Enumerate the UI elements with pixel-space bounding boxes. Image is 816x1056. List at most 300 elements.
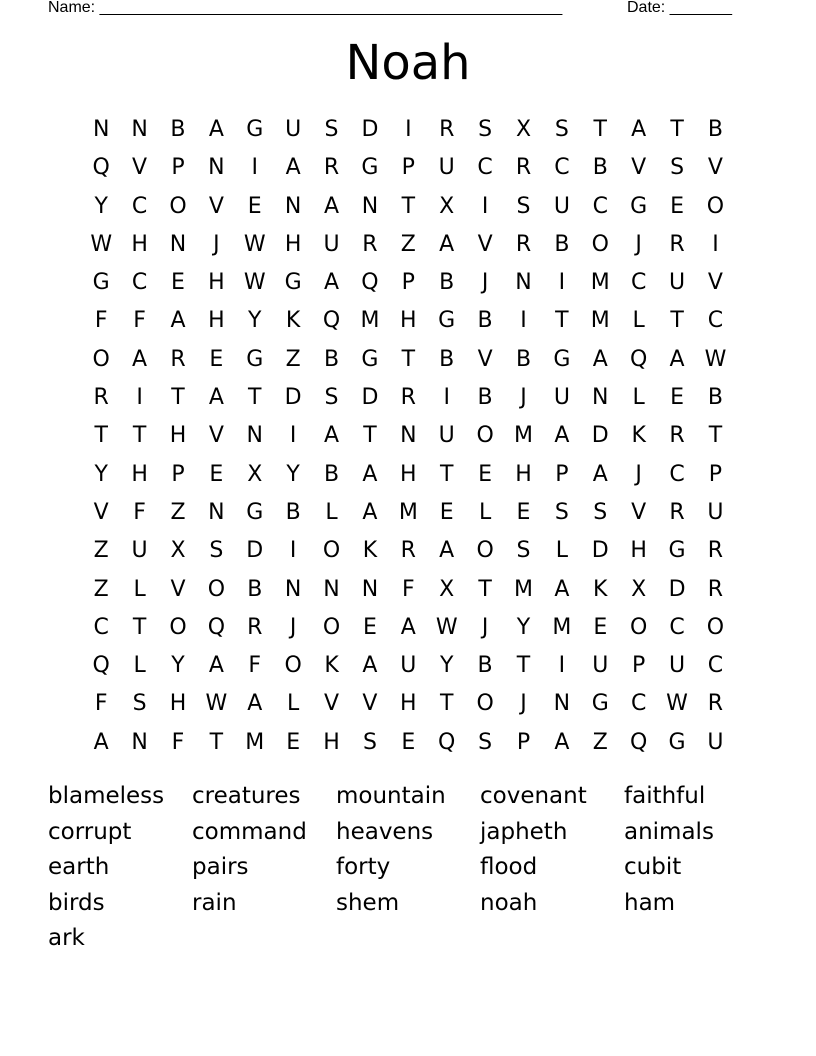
grid-letter: T — [555, 308, 569, 334]
grid-letter: T — [132, 614, 147, 640]
grid-letter: P — [401, 155, 415, 181]
grid-letter: A — [132, 346, 148, 372]
grid-letter: O — [322, 614, 341, 640]
word-list-item: noah — [480, 889, 538, 916]
grid-letter: O — [476, 423, 494, 449]
letter-grid — [82, 112, 735, 763]
grid-letter: F — [94, 691, 108, 717]
grid-letter: N — [515, 270, 532, 296]
grid-letter: I — [481, 193, 489, 219]
grid-letter: O — [322, 538, 341, 564]
grid-letter: H — [630, 538, 647, 564]
grid-letter: Y — [171, 653, 185, 679]
grid-letter: I — [289, 538, 297, 564]
grid-letter: H — [169, 691, 187, 717]
grid-letter: Q — [92, 653, 110, 679]
grid-letter: P — [632, 653, 646, 679]
grid-letter: F — [248, 653, 262, 679]
grid-letter: M — [514, 576, 533, 602]
grid-letter: H — [284, 231, 302, 257]
grid-letter: Q — [630, 346, 648, 372]
grid-letter: B — [477, 653, 493, 679]
grid-letter: W — [243, 231, 266, 257]
grid-letter: J — [213, 231, 220, 257]
grid-letter: O — [630, 614, 648, 640]
grid-letter: P — [171, 155, 185, 181]
grid-letter: X — [515, 117, 532, 142]
grid-letter: H — [169, 423, 187, 449]
grid-letter: Z — [400, 231, 416, 257]
grid-letter: K — [593, 576, 608, 602]
word-list-item: animals — [624, 818, 714, 845]
word-list-item: earth — [48, 854, 110, 881]
grid-letter: A — [400, 614, 416, 640]
grid-letter: G — [361, 155, 379, 181]
grid-letter: A — [170, 308, 186, 334]
grid-letter: M — [514, 423, 533, 449]
grid-letter: H — [400, 308, 417, 334]
grid-letter: D — [668, 576, 686, 602]
grid-letter: R — [707, 691, 724, 717]
grid-letter: O — [706, 193, 725, 219]
grid-letter: L — [632, 385, 645, 411]
grid-letter: P — [516, 729, 531, 755]
grid-letter: X — [170, 538, 186, 564]
grid-letter: T — [439, 691, 454, 717]
grid-letter: Q — [630, 729, 648, 755]
grid-letter: H — [400, 461, 417, 487]
word-list-item: creatures — [192, 783, 301, 809]
grid-letter: A — [592, 461, 608, 487]
grid-letter: O — [591, 231, 609, 257]
grid-letter: I — [712, 231, 719, 257]
word-list — [48, 779, 768, 957]
grid-letter: A — [631, 117, 647, 142]
grid-letter: I — [558, 653, 566, 679]
grid-letter: Y — [516, 614, 531, 640]
grid-letter: B — [170, 117, 186, 142]
grid-letter: E — [209, 346, 224, 372]
grid-letter: S — [554, 499, 569, 525]
grid-letter: H — [131, 461, 148, 487]
grid-letter: A — [208, 653, 224, 679]
grid-letter: H — [323, 729, 340, 755]
grid-letter: S — [132, 691, 147, 717]
grid-letter: B — [247, 576, 263, 602]
grid-letter: N — [169, 231, 187, 257]
grid-letter: S — [478, 729, 493, 755]
grid-letter: W — [243, 270, 266, 296]
grid-letter: U — [592, 653, 609, 679]
word-list-item: ark — [48, 925, 85, 952]
grid-letter: A — [324, 270, 340, 296]
grid-letter: Q — [322, 308, 341, 334]
grid-letter: L — [555, 538, 569, 564]
grid-letter: O — [706, 614, 725, 640]
grid-letter: C — [669, 461, 685, 487]
grid-letter: H — [131, 231, 148, 257]
grid-letter: A — [439, 538, 455, 564]
grid-letter: T — [94, 423, 108, 449]
grid-letter: L — [133, 653, 146, 679]
grid-letter: N — [553, 691, 571, 717]
grid-letter: K — [324, 653, 339, 679]
grid-letter: T — [439, 461, 454, 487]
grid-letter: W — [90, 231, 113, 257]
grid-letter: N — [246, 423, 263, 449]
word-list-item: forty — [336, 854, 391, 881]
grid-letter: U — [553, 193, 570, 219]
grid-letter: D — [284, 385, 302, 411]
grid-letter: T — [401, 193, 416, 219]
grid-letter: C — [554, 155, 570, 181]
grid-letter: W — [704, 346, 727, 372]
grid-letter: Z — [285, 346, 301, 372]
grid-letter: W — [666, 691, 688, 717]
grid-letter: E — [362, 614, 377, 640]
grid-letter: L — [478, 499, 492, 525]
word-list-item: pairs — [192, 854, 249, 881]
grid-letter: R — [400, 385, 416, 411]
grid-letter: A — [285, 155, 301, 181]
grid-letter: K — [362, 538, 378, 564]
grid-letter: M — [590, 270, 610, 296]
grid-letter: I — [251, 155, 258, 181]
grid-letter: F — [133, 308, 146, 334]
grid-letter: C — [477, 155, 493, 181]
grid-letter: N — [592, 385, 609, 411]
word-list-item: japheth — [480, 818, 568, 845]
grid-letter: Y — [248, 308, 262, 334]
grid-letter: X — [247, 461, 263, 487]
word-list-item: command — [192, 818, 307, 845]
grid-letter: Q — [361, 270, 379, 296]
grid-letter: U — [707, 499, 724, 525]
grid-letter: S — [362, 729, 377, 755]
grid-letter: B — [323, 346, 340, 372]
grid-letter: S — [324, 385, 339, 411]
grid-letter: V — [132, 155, 148, 181]
grid-letter: S — [593, 499, 608, 525]
word-list-item: covenant — [480, 783, 587, 809]
grid-letter: A — [554, 423, 570, 449]
grid-letter: A — [362, 653, 378, 679]
grid-letter: N — [92, 117, 110, 142]
grid-letter: P — [708, 461, 723, 487]
grid-letter: H — [208, 308, 225, 334]
grid-letter: J — [635, 461, 642, 487]
grid-letter: D — [361, 117, 379, 142]
grid-letter: D — [246, 538, 264, 564]
grid-letter: O — [476, 538, 494, 564]
grid-letter: A — [208, 117, 224, 142]
grid-letter: K — [631, 423, 646, 449]
grid-letter: O — [169, 614, 187, 640]
page-title: Noah — [345, 35, 471, 91]
grid-letter: Y — [286, 461, 300, 487]
word-list-item: blameless — [48, 783, 165, 809]
grid-letter: U — [707, 729, 724, 755]
grid-letter: N — [208, 155, 225, 181]
grid-letter: O — [169, 193, 187, 219]
grid-letter: B — [707, 385, 723, 411]
grid-letter: T — [670, 308, 684, 334]
grid-letter: Y — [94, 193, 108, 219]
grid-letter: V — [208, 193, 224, 219]
word-list-item: heavens — [336, 818, 434, 845]
grid-letter: R — [439, 117, 455, 142]
grid-letter: T — [516, 653, 531, 679]
grid-letter: E — [670, 193, 684, 219]
grid-letter: F — [94, 308, 108, 334]
grid-letter: N — [208, 499, 225, 525]
word-list-item: rain — [192, 889, 237, 916]
grid-letter: M — [590, 308, 610, 334]
grid-letter: B — [477, 385, 493, 411]
worksheet-header — [48, 0, 748, 18]
grid-letter: T — [209, 729, 224, 755]
grid-letter: J — [481, 614, 489, 640]
grid-letter: N — [131, 729, 148, 755]
grid-letter: M — [398, 499, 418, 525]
grid-letter: T — [593, 117, 607, 142]
grid-letter: R — [323, 155, 340, 181]
grid-letter: U — [400, 653, 417, 679]
grid-letter: C — [630, 270, 647, 296]
grid-letter: V — [208, 423, 224, 449]
grid-letter: T — [670, 117, 684, 142]
grid-letter: V — [170, 576, 186, 602]
grid-letter: R — [400, 538, 416, 564]
grid-letter: E — [670, 385, 684, 411]
grid-letter: X — [439, 193, 455, 219]
grid-letter: J — [520, 385, 527, 411]
grid-letter: D — [361, 385, 379, 411]
grid-letter: G — [553, 346, 571, 372]
grid-letter: J — [289, 614, 297, 640]
grid-letter: N — [323, 576, 340, 602]
grid-letter: U — [553, 385, 570, 411]
grid-letter: O — [284, 653, 302, 679]
grid-letter: I — [405, 117, 412, 142]
grid-letter: C — [131, 193, 148, 219]
grid-letter: A — [247, 691, 263, 717]
grid-letter: G — [284, 270, 302, 296]
grid-letter: B — [285, 499, 301, 525]
grid-letter: W — [205, 691, 228, 717]
grid-letter: I — [520, 308, 527, 334]
grid-letter: C — [592, 193, 608, 219]
grid-letter: R — [247, 614, 263, 640]
word-list-item: faithful — [624, 783, 706, 809]
grid-letter: G — [630, 193, 648, 219]
word-list-item: mountain — [336, 783, 446, 809]
grid-letter: G — [246, 499, 264, 525]
grid-letter: E — [516, 499, 531, 525]
grid-letter: A — [592, 346, 608, 372]
date-field-line: Date: _______ — [627, 0, 732, 16]
grid-letter: R — [707, 538, 724, 564]
grid-letter: X — [631, 576, 647, 602]
grid-letter: N — [131, 117, 148, 142]
grid-letter: Q — [438, 729, 456, 755]
grid-letter: F — [133, 499, 146, 525]
grid-letter: E — [439, 499, 454, 525]
grid-letter: R — [669, 423, 685, 449]
grid-letter: S — [516, 538, 531, 564]
grid-letter: N — [361, 576, 379, 602]
grid-letter: P — [555, 461, 569, 487]
grid-letter: E — [247, 193, 262, 219]
grid-letter: S — [516, 193, 531, 219]
grid-letter: R — [93, 385, 109, 411]
grid-letter: N — [284, 576, 302, 602]
grid-letter: R — [707, 576, 724, 602]
grid-letter: I — [443, 385, 450, 411]
grid-letter: F — [401, 576, 415, 602]
grid-letter: V — [477, 346, 493, 372]
grid-letter: A — [324, 193, 340, 219]
grid-letter: L — [133, 576, 146, 602]
grid-letter: R — [362, 231, 378, 257]
grid-letter: C — [669, 614, 685, 640]
grid-letter: J — [481, 270, 489, 296]
grid-letter: A — [324, 423, 340, 449]
grid-letter: O — [476, 691, 494, 717]
grid-letter: T — [708, 423, 723, 449]
grid-letter: V — [93, 499, 109, 525]
grid-letter: I — [558, 270, 566, 296]
grid-letter: A — [93, 729, 109, 755]
grid-letter: L — [325, 499, 338, 525]
grid-letter: Z — [592, 729, 608, 755]
grid-letter: N — [400, 423, 417, 449]
grid-letter: U — [131, 538, 148, 564]
grid-letter: V — [477, 231, 493, 257]
grid-letter: G — [438, 308, 456, 334]
grid-letter: E — [593, 614, 608, 640]
grid-letter: J — [635, 231, 642, 257]
grid-letter: U — [669, 270, 686, 296]
grid-letter: T — [401, 346, 416, 372]
grid-letter: P — [401, 270, 415, 296]
grid-letter: G — [246, 117, 264, 142]
grid-letter: L — [632, 308, 645, 334]
grid-letter: B — [477, 308, 493, 334]
grid-letter: C — [131, 270, 148, 296]
grid-letter: G — [668, 538, 686, 564]
grid-letter: V — [362, 691, 378, 717]
grid-letter: H — [515, 461, 532, 487]
grid-letter: N — [284, 193, 302, 219]
grid-letter: C — [93, 614, 109, 640]
grid-letter: S — [209, 538, 224, 564]
grid-letter: H — [208, 270, 225, 296]
grid-letter: S — [324, 117, 339, 142]
grid-letter: Q — [92, 155, 110, 181]
grid-letter: C — [630, 691, 647, 717]
grid-letter: H — [400, 691, 417, 717]
grid-letter: Z — [93, 576, 109, 602]
grid-letter: Q — [207, 614, 226, 640]
grid-letter: T — [363, 423, 377, 449]
grid-letter: G — [246, 346, 264, 372]
grid-letter: U — [438, 155, 455, 181]
grid-letter: W — [435, 614, 458, 640]
grid-letter: D — [591, 538, 609, 564]
grid-letter: U — [323, 231, 340, 257]
word-list-item: ham — [624, 889, 676, 916]
grid-letter: S — [554, 117, 569, 142]
word-list-item: corrupt — [48, 818, 132, 845]
grid-letter: O — [92, 346, 110, 372]
grid-letter: B — [439, 270, 455, 296]
grid-letter: F — [171, 729, 185, 755]
grid-letter: G — [361, 346, 379, 372]
grid-letter: E — [286, 729, 301, 755]
grid-letter: A — [669, 346, 685, 372]
grid-letter: S — [670, 155, 685, 181]
grid-letter: B — [554, 231, 570, 257]
grid-letter: X — [439, 576, 455, 602]
grid-letter: A — [439, 231, 455, 257]
grid-letter: C — [707, 653, 724, 679]
grid-letter: B — [707, 117, 723, 142]
grid-letter: V — [631, 155, 647, 181]
grid-letter: N — [361, 193, 379, 219]
grid-letter: R — [515, 231, 532, 257]
grid-letter: S — [478, 117, 493, 142]
grid-letter: P — [171, 461, 185, 487]
word-list-item: cubit — [624, 854, 682, 881]
grid-letter: M — [360, 308, 380, 334]
grid-letter: I — [289, 423, 297, 449]
grid-letter: T — [132, 423, 147, 449]
grid-letter: K — [285, 308, 301, 334]
word-list-item: flood — [480, 854, 538, 881]
grid-letter: G — [591, 691, 609, 717]
grid-letter: Y — [94, 461, 108, 487]
grid-letter: R — [669, 231, 685, 257]
grid-letter: Y — [439, 653, 454, 679]
grid-letter: E — [209, 461, 224, 487]
grid-letter: B — [439, 346, 455, 372]
grid-letter: D — [591, 423, 609, 449]
grid-letter: U — [285, 117, 302, 142]
grid-letter: V — [707, 270, 723, 296]
grid-letter: C — [707, 308, 724, 334]
grid-letter: U — [669, 653, 686, 679]
grid-letter: R — [515, 155, 532, 181]
grid-letter: A — [208, 385, 224, 411]
grid-letter: R — [170, 346, 186, 372]
grid-letter: M — [245, 729, 265, 755]
grid-letter: L — [287, 691, 300, 717]
grid-letter: Z — [93, 538, 109, 564]
grid-letter: T — [248, 385, 262, 411]
grid-letter: R — [669, 499, 685, 525]
name-field-line: Name: ____________________________________________________ — [48, 0, 563, 16]
grid-letter: A — [362, 499, 378, 525]
grid-letter: J — [520, 691, 527, 717]
grid-letter: E — [401, 729, 416, 755]
word-list-item: shem — [336, 889, 400, 916]
grid-letter: G — [92, 270, 110, 296]
word-list-item: birds — [48, 889, 105, 916]
grid-letter: T — [478, 576, 492, 602]
grid-letter: A — [554, 729, 570, 755]
grid-letter: A — [554, 576, 570, 602]
